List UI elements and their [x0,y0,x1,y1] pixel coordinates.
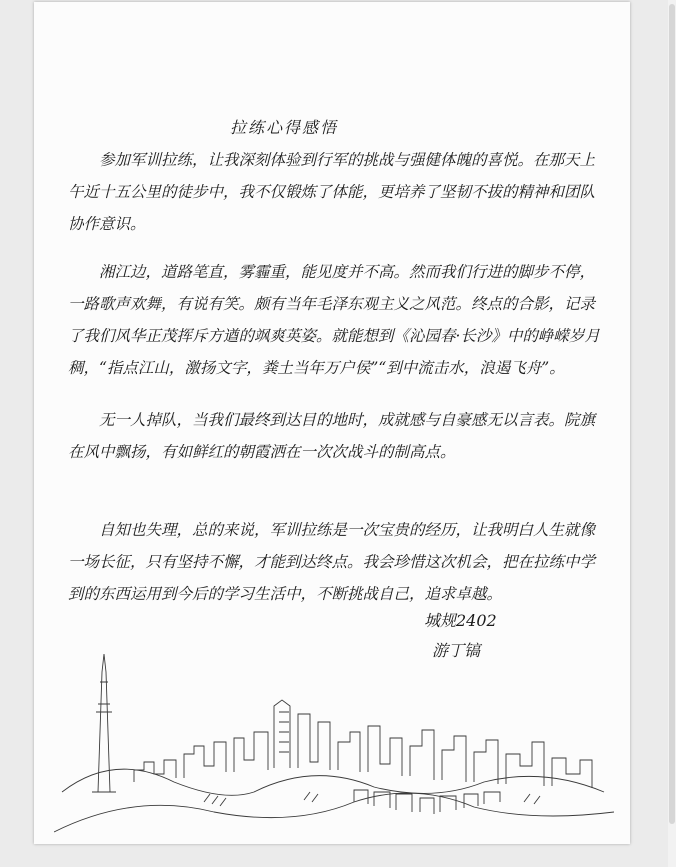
scrollbar-thumb[interactable] [669,4,675,824]
vertical-scrollbar[interactable] [668,0,676,867]
signature-name: 游丁镐 [432,641,481,660]
paragraph-3: 无一人掉队，当我们最终到达目的地时，成就感与自豪感无以言表。院旗在风中飘扬，有如鲜红的朝霞洒在一次次战斗的制高点。 [68,411,596,461]
paragraph-4: 自知也失理，总的来说，军训拉练是一次宝贵的经历，让我明白人生就像一场长征，只有坚持不懈，才能到达终点。我会珍惜这次机会，把在拉练中学到的东西运用到今后的学习生活中，不断挑战自己，追求卓越。 [68,521,596,603]
paragraph-2: 湘江边，道路笔直，雾霾重，能见度并不高。然而我们行进的脚步不停，一路歌声欢舞，有说有笑。颇有当年毛泽东观主义之风范。终点的合影，记录了我们风华正茂挥斥方遒的飒爽英姿。就能想到《沁园春·长沙》中的峥嵘岁月稠，“指点江山，激扬文字，粪土当年万户侯”“到中流击水，浪遏飞舟”。 [68,263,600,377]
skyline-sketch-image [54,642,614,842]
page-title: 拉练心得感悟 [230,118,339,137]
paragraph-1: 参加军训拉练，让我深刻体验到行军的挑战与强健体魄的喜悦。在那天上午近十五公里的徒步中，我不仅锻炼了体能，更培养了坚韧不拔的精神和团队协作意识。 [68,151,596,233]
signature-class: 城规2402 [424,611,497,630]
document-page [34,2,630,844]
